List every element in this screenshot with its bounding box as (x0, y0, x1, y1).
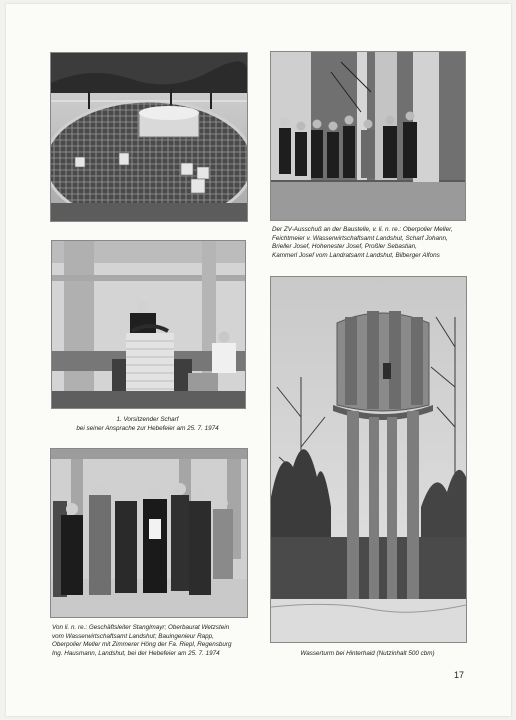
caption-line: bei seiner Ansprache zur Hebefeier am 25. 7. 1974 (76, 424, 219, 432)
construction-site-photo (50, 52, 248, 222)
speaker-photo (51, 240, 246, 409)
group-caption (52, 624, 267, 658)
committee-caption (272, 226, 472, 260)
speaker-caption (51, 416, 244, 433)
caption-line: Der ZV-Ausschuß an der Baustelle, v. li. n. re.: Oberpolier Meller, (272, 226, 453, 233)
caption-line: Ing. Hausmann, Landshut, bei der Hebefeier am 25. 7. 1974 (52, 649, 220, 657)
water-tower-photo (270, 276, 467, 643)
committee-group-photo (270, 51, 466, 221)
tower-caption: Wasserturm bei Hinterhaid (Nutzinhalt 500 cbm) (300, 650, 435, 657)
caption-line: Oberpolier Meller mit Zimmerer Höng der Fa. Riepl, Regensburg (52, 641, 232, 649)
caption-line: Brieller Josef, Hohenester Josef, Proßler Sebastian, (272, 243, 417, 251)
topping-out-group-photo (50, 448, 248, 618)
caption-line: Feichtmeier v. Wasserwirtschaftsamt Landshut, Scharf Johann, (272, 234, 448, 242)
caption-line: 1. Vorsitzender Scharf (116, 416, 179, 423)
caption-line: vom Wasserwirtschaftsamt Landshut; Bauingenieur Rapp, (52, 632, 214, 640)
caption-line: Von li. n. re.: Geschäftsleiter Stanglmayr; Oberbaurat Wetzstein (52, 624, 230, 631)
caption-line: Kammerl Josef vom Landratsamt Landshut, Bilberger Alfons (272, 251, 440, 259)
page-number: 17 (453, 670, 464, 680)
